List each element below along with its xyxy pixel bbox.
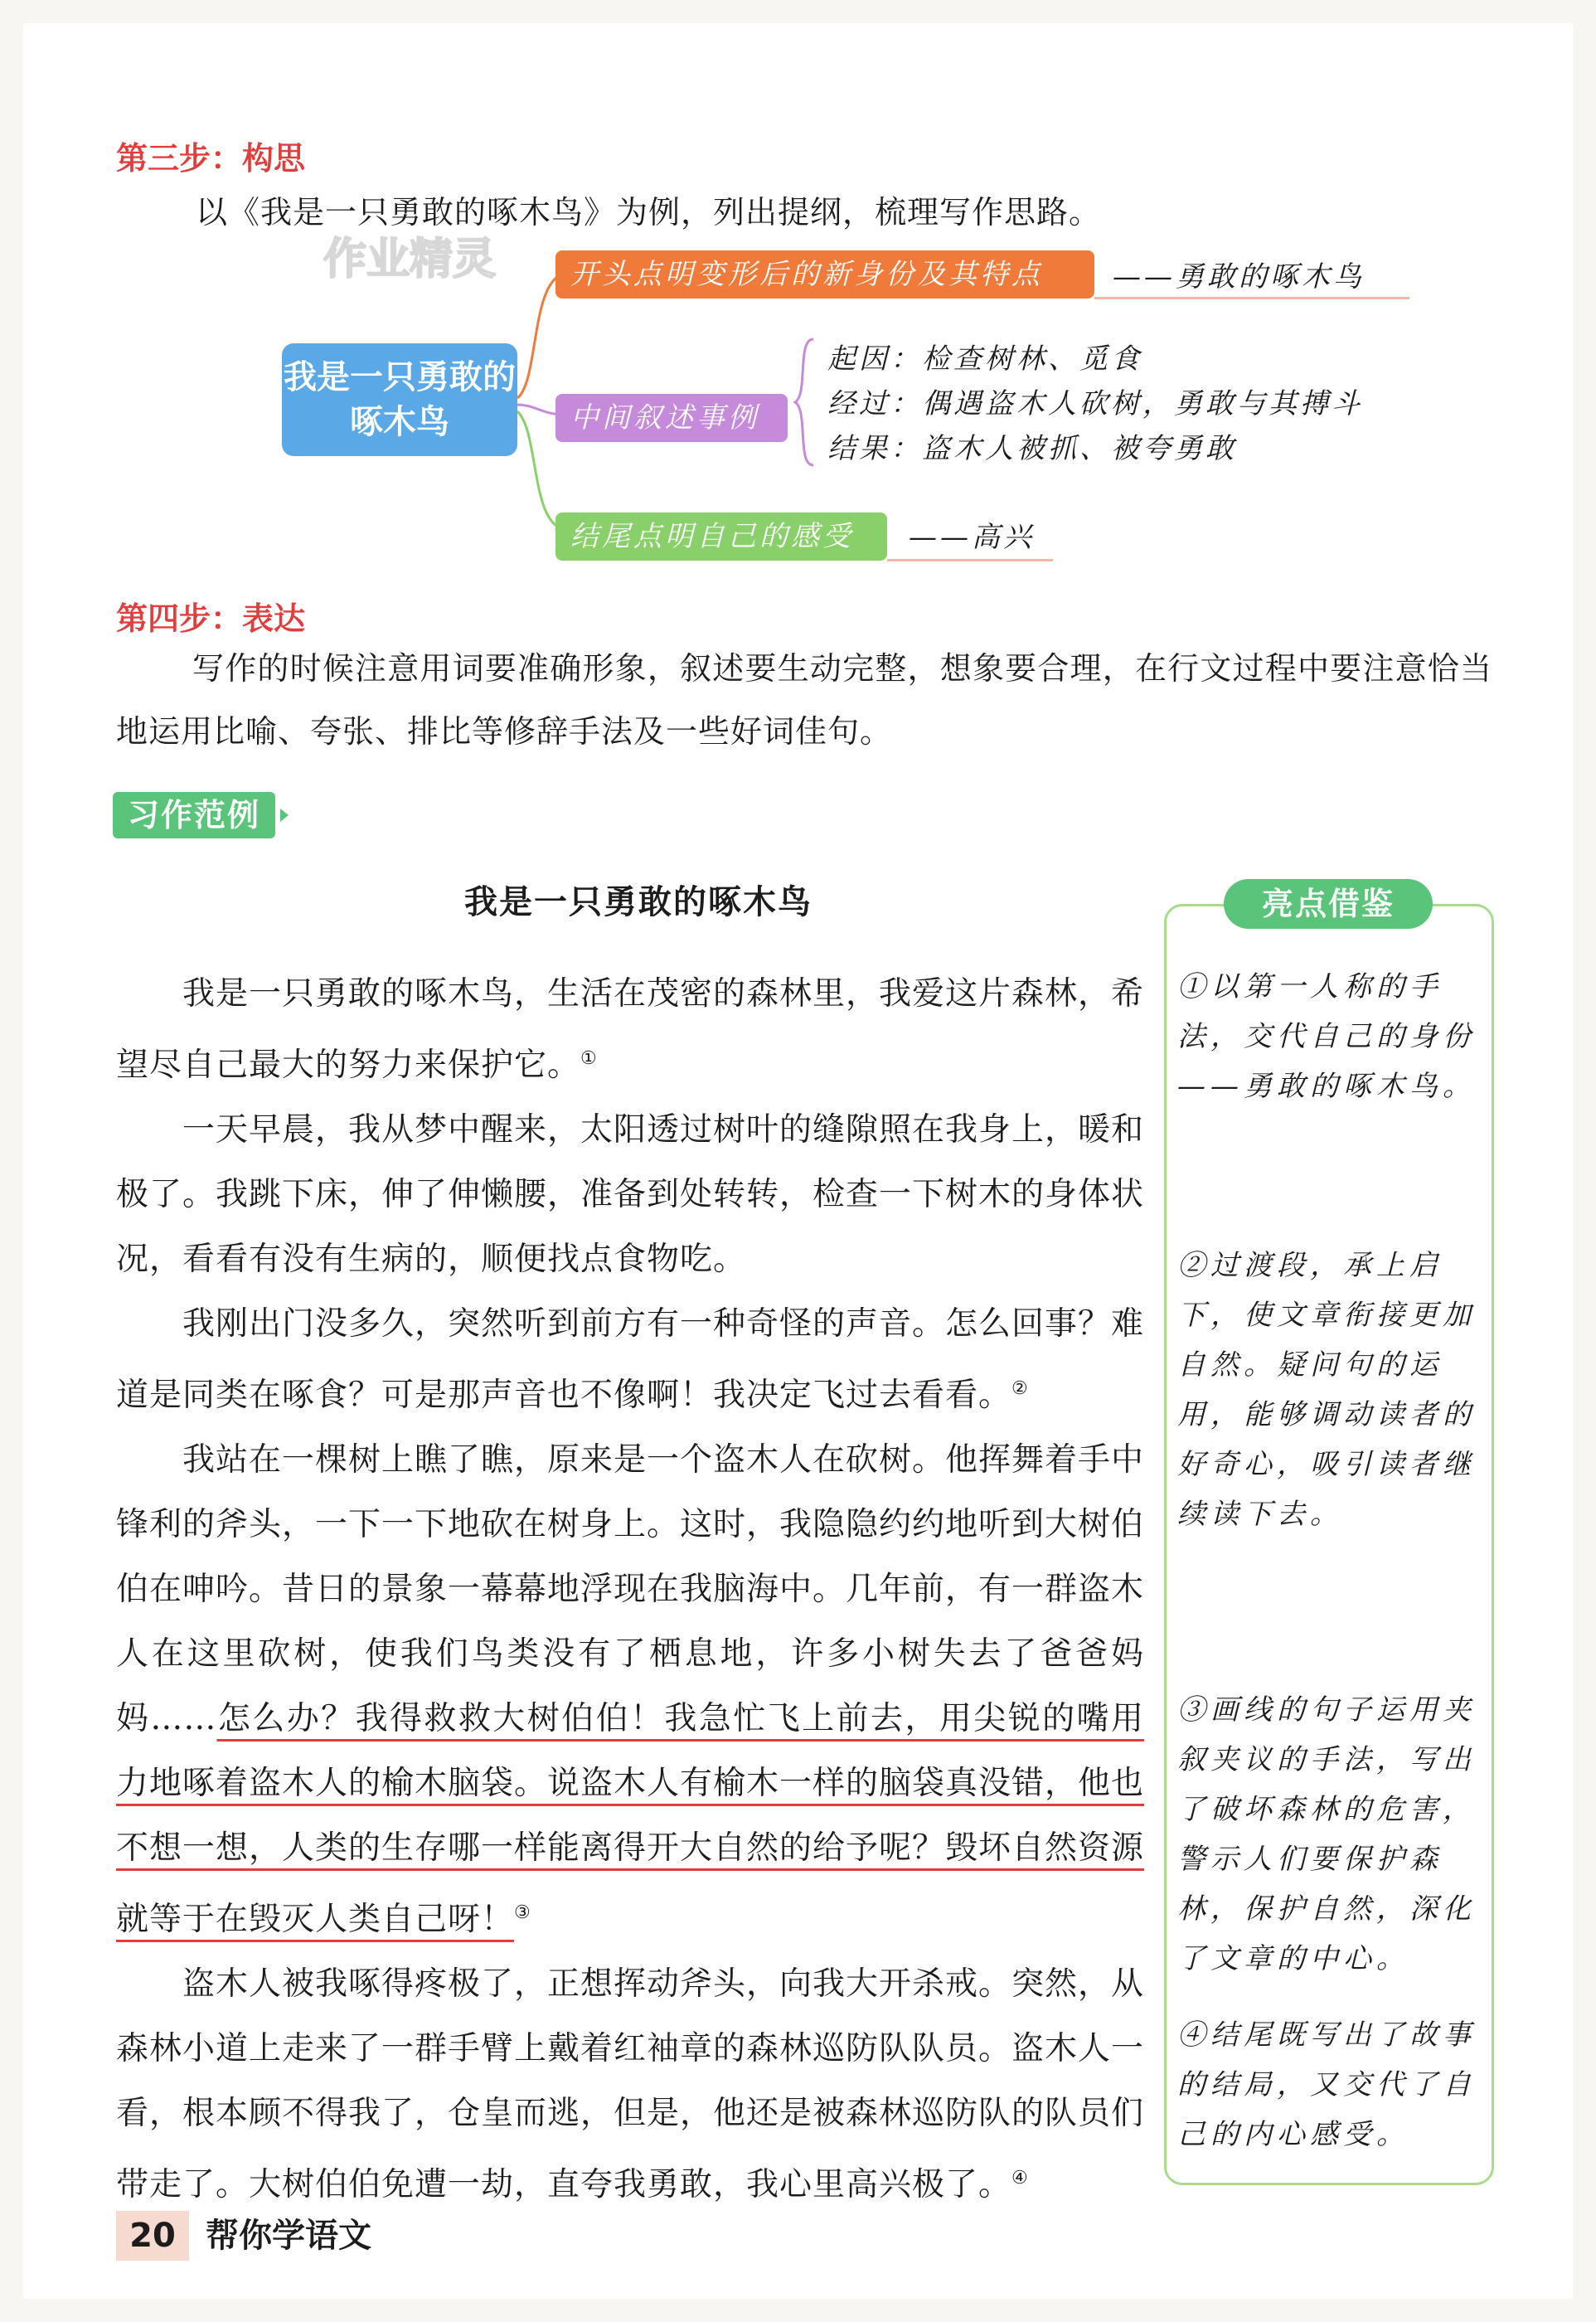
mindmap-branch-ending: 结尾点明自己的感受	[555, 512, 887, 561]
page-number: 20	[116, 2211, 189, 2261]
mid-item-process: 经过：偶遇盗木人砍树，勇敢与其搏斗	[827, 387, 1363, 420]
step4-text: 写作的时候注意用词要准确形象，叙述要生动完整，想象要合理，在行文过程中要注意恰当地运用比喻、夸张、排比等修辞手法及一些好词佳句。	[116, 650, 1492, 750]
highlight-note-2: ②过渡段，承上启下，使文章衔接更加自然。疑问句的运用，能够调动读者的好奇心，吸引读者继续读下去。	[1177, 1249, 1476, 1531]
essay-paragraph-2: 一天早晨，我从梦中醒来，太阳透过树叶的缝隙照在我身上，暖和极了。我跳下床，伸了伸懒腰，准备到处转转，检查一下树木的身体状况，看看有没有生病的，顺便找点食物吃。	[116, 1111, 1145, 1278]
mid-item-result: 结果：盗木人被抓、被夸勇敢	[827, 432, 1237, 465]
section-badge: 习作范例	[113, 792, 275, 838]
mindmap-ending-note: ——高兴	[909, 521, 1035, 554]
opening-underline	[1094, 297, 1409, 299]
highlight-note-3: ③画线的句子运用夹叙夹议的手法，写出了破坏森林的危害，警示人们要保护森林，保护自然，深化了文章的中心。	[1177, 1693, 1476, 1975]
annotation-mark-3: ③	[514, 1902, 531, 1923]
book-title: 帮你学语文	[206, 2217, 371, 2255]
essay-body	[116, 962, 1144, 2218]
essay-paragraph-3: 我刚出门没多久，突然听到前方有一种奇怪的声音。怎么回事？难道是同类在啄食？可是那声音也不像啊！我决定飞过去看看。②	[116, 1305, 1145, 1414]
badge-arrow-icon	[280, 809, 289, 822]
mindmap-middle-items	[827, 337, 1363, 471]
essay-paragraph-5: 盗木人被我啄得疼极了，正想挥动斧头，向我大开杀戒。突然，从森林小道上走来了一群手臂上戴着红袖章的森林巡防队队员。盗木人一看，根本顾不得我了，仓皇而逃，但是，他还是被森林巡防队的队员们带走了。大树伯伯免遭一劫，直夸我勇敢，我心里高兴极了。④	[116, 1965, 1145, 2203]
step3-title: 第三步：构思	[116, 139, 306, 177]
ending-underline	[887, 559, 1053, 561]
highlight-note-4: ④结尾既写出了故事的结局，又交代了自己的内心感受。	[1177, 2018, 1476, 2151]
watermark: 作业精灵	[323, 235, 497, 284]
mindmap-branch-opening: 开头点明变形后的新身份及其特点	[555, 250, 1094, 299]
mindmap-branch-middle: 中间叙述事例	[555, 394, 788, 442]
annotation-mark-2: ②	[1011, 1378, 1029, 1399]
annotation-mark-1: ①	[580, 1048, 598, 1069]
essay-title: 我是一只勇敢的啄木鸟	[464, 883, 813, 921]
mindmap-center-node: 我是一只勇敢的啄木鸟	[282, 343, 517, 456]
highlights-header: 亮点借鉴	[1224, 879, 1433, 929]
annotation-mark-4: ④	[1011, 2168, 1029, 2188]
mid-item-cause: 起因：检查树林、觅食	[827, 342, 1142, 376]
mid-brace	[792, 336, 817, 469]
highlight-note-1: ①以第一人称的手法，交代自己的身份——勇敢的啄木鸟。	[1177, 970, 1476, 1103]
essay-paragraph-1: 我是一只勇敢的啄木鸟，生活在茂密的森林里，我爱这片森林，希望尽自己最大的努力来保护它。①	[116, 975, 1145, 1084]
step3-intro: 以《我是一只勇敢的啄木鸟》为例，列出提纲，梳理写作思路。	[196, 194, 1102, 231]
mindmap-opening-note: ——勇敢的啄木鸟	[1113, 260, 1365, 294]
step4-title: 第四步：表达	[116, 600, 306, 637]
essay-paragraph-4: 我站在一棵树上瞧了瞧，原来是一个盗木人在砍树。他挥舞着手中锋利的斧头，一下一下地砍在树身上。这时，我隐隐约约地听到大树伯伯在呻吟。昔日的景象一幕幕地浮现在我脑海中。几年前，有一群盗木人在这里砍树，使我们鸟类没有了栖息地，许多小树失去了爸爸妈妈……怎么办？我得救救大树伯伯！我急忙飞上前去，用尖锐的嘴用力地啄着盗木人的榆木脑袋。说盗木人有榆木一样的脑袋真没错，他也不想一想，人类的生存哪一样能离得开大自然的给予呢？毁坏自然资源就等于在毁灭人类自己呀！③	[116, 1441, 1145, 1938]
underlined-sentence: 怎么办？我得救救大树伯伯！我急忙飞上前去，用尖锐的嘴用力地啄着盗木人的榆木脑袋。说盗木人有榆木一样的脑袋真没错，他也不想一想，人类的生存哪一样能离得开大自然的给予呢？毁坏自然资源就等于在毁灭人类自己呀！	[116, 1700, 1145, 1938]
